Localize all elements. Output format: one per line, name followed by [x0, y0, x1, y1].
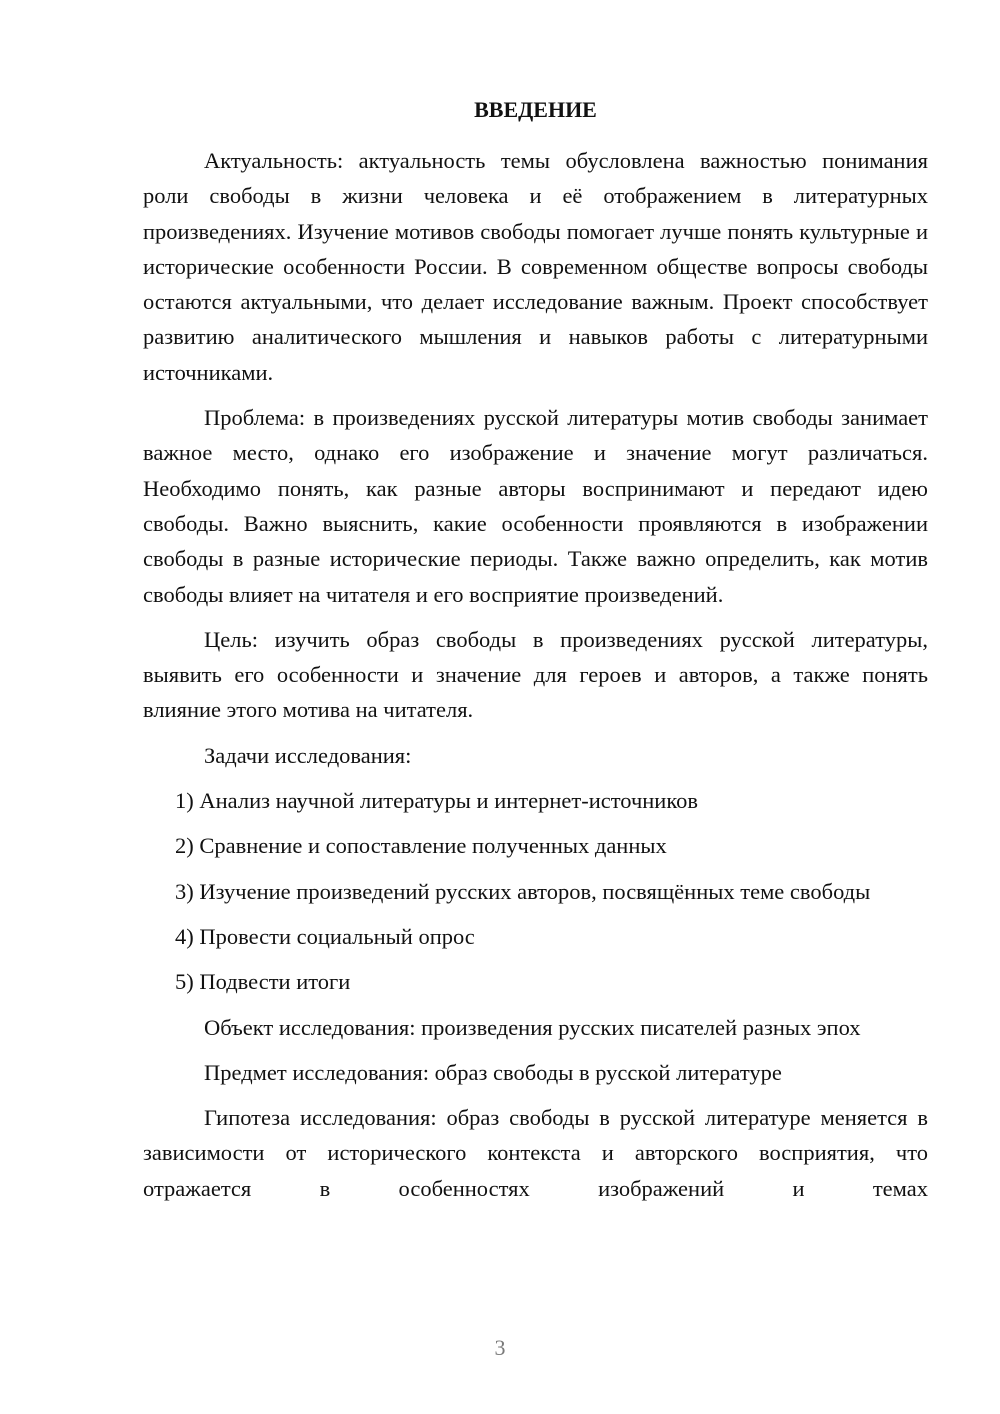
relevance-paragraph: Актуальность: актуальность темы обусловлена важностью понимания роли свободы в жизни человека и её отображением в литературных произведениях. Изучение мотивов свободы помогает лучше понять культурные и исторические особенности России. В современном обществе вопросы свободы остаются актуальными, что делает исследование важным. Проект способствует развитию аналитического мышления и навыков работы с литературными источниками. — [143, 148, 928, 385]
task-item-3: 3) Изучение произведений русских авторов, посвящённых теме свободы — [175, 878, 871, 904]
research-hypothesis: Гипотеза исследования: образ свободы в русской литературе меняется в зависимости от исторического контекста и авторского восприятия, что отражается в особенностях изображений и темах — [143, 1105, 928, 1201]
research-subject: Предмет исследования: образ свободы в русской литературе — [204, 1059, 782, 1085]
task-item-5: 5) Подвести итоги — [175, 969, 351, 995]
problem-paragraph: Проблема: в произведениях русской литературы мотив свободы занимает важное место, однако его изображение и значение могут различаться. Необходимо понять, как разные авторы воспринимают и передают идею свободы. Важно выяснить, какие особенности проявляются в изображении свободы в разные исторические периоды. Также важно определить, как мотив свободы влияет на читателя и его восприятие произведений. — [143, 405, 928, 607]
task-item-2: 2) Сравнение и сопоставление полученных данных — [175, 833, 667, 859]
research-object: Объект исследования: произведения русских писателей разных эпох — [204, 1014, 861, 1040]
section-title: ВВЕДЕНИЕ — [474, 97, 597, 122]
page-content — [143, 92, 928, 1206]
task-item-4: 4) Провести социальный опрос — [175, 923, 475, 949]
goal-paragraph: Цель: изучить образ свободы в произведениях русской литературы, выявить его особенности и значение для героев и авторов, а также понять влияние этого мотива на читателя. — [143, 626, 928, 723]
task-item-1: 1) Анализ научной литературы и интернет-источников — [175, 788, 699, 814]
page-number: 3 — [494, 1335, 506, 1360]
tasks-heading: Задачи исследования: — [204, 742, 412, 768]
